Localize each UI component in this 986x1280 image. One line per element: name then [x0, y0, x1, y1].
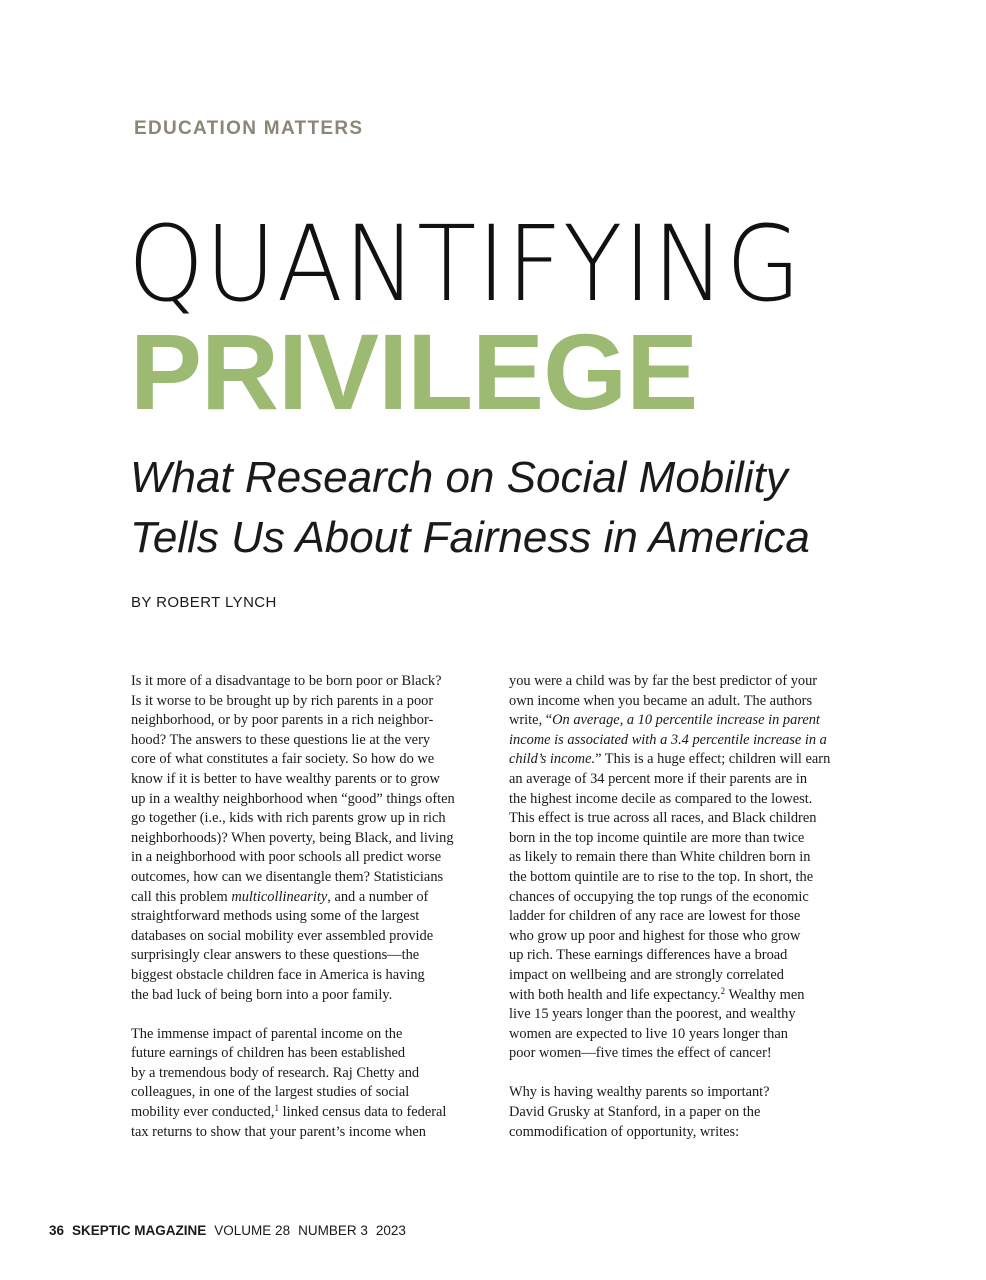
text-line: Is it more of a disadvantage to be born poor or Black? — [131, 673, 442, 689]
text-line: poor women—five times the effect of cancer! — [509, 1045, 772, 1062]
text-line: know if it is better to have wealthy parents or to grow — [131, 770, 440, 787]
text-line: core of what constitutes a fair society. So how do we — [131, 751, 435, 768]
text-line: women are expected to live 10 years longer than — [509, 1025, 788, 1042]
text-line: born in the top income quintile are more than twice — [509, 829, 805, 846]
text-line: who grow up poor and highest for those who grow — [509, 927, 801, 944]
issue-number: NUMBER 3 — [298, 1223, 368, 1238]
text-line: tax returns to show that your parent’s income when — [131, 1123, 426, 1140]
text-line: neighborhoods)? When poverty, being Black, and living — [131, 829, 454, 846]
text-line: Why is having wealthy parents so important? — [509, 1084, 770, 1101]
page-footer — [49, 1223, 406, 1238]
text-line: commodification of opportunity, writes: — [509, 1123, 740, 1140]
text-line — [131, 1103, 491, 1123]
text-line — [509, 711, 869, 731]
text-line: outcomes, how can we disentangle them? Statisticians — [131, 868, 444, 885]
text-line — [131, 888, 491, 908]
text-line: in a neighborhood with poor schools all predict worse — [131, 849, 442, 866]
byline: BY ROBERT LYNCH — [131, 594, 277, 611]
subtitle — [130, 448, 890, 568]
text-line: The immense impact of parental income on the — [131, 1025, 403, 1042]
text-run: Wealthy men — [725, 986, 805, 1003]
text-line: impact on wellbeing and are strongly correlated — [509, 966, 784, 983]
text-run: , and a number of — [327, 888, 429, 905]
text-line: straightforward methods using some of the largest — [131, 908, 420, 925]
text-line: up in a wealthy neighborhood when “good” things often — [131, 790, 455, 807]
text-line: own income when you became an adult. The authors — [509, 692, 813, 709]
text-line: neighborhood, or by poor parents in a rich neighbor- — [131, 712, 434, 729]
text-run: ” This is a huge effect; children will earn — [595, 751, 831, 768]
text-line: the highest income decile as compared to the lowest. — [509, 790, 813, 807]
quote-text: On average, a 10 percentile increase in parent — [552, 712, 820, 729]
text-run: write, “ — [509, 712, 553, 729]
right-column — [509, 672, 869, 1162]
left-paragraph-1 — [131, 672, 491, 1005]
text-run: linked census data to federal — [278, 1104, 447, 1121]
right-paragraph-1 — [509, 672, 869, 1064]
text-line: up rich. These earnings differences have a broad — [509, 947, 788, 964]
text-line: the bad luck of being born into a poor family. — [131, 986, 393, 1003]
text-line: go together (i.e., kids with rich parents grow up in rich — [131, 810, 446, 827]
text-line: ladder for children of any race are lowest for those — [509, 908, 801, 925]
year: 2023 — [375, 1223, 406, 1238]
subtitle-line-1: What Research on Social Mobility — [130, 453, 788, 502]
text-run: call this problem — [131, 888, 232, 905]
left-paragraph-2 — [131, 1025, 491, 1143]
text-line: live 15 years longer than the poorest, and wealthy — [509, 1006, 796, 1023]
quote-text: income is associated with a 3.4 percentile increase in a — [509, 731, 827, 748]
text-run: mobility ever conducted, — [131, 1104, 275, 1121]
text-line: databases on social mobility ever assembled provide — [131, 927, 434, 944]
text-line: hood? The answers to these questions lie at the very — [131, 731, 431, 748]
text-line: an average of 34 percent more if their parents are in — [509, 770, 808, 787]
right-paragraph-2 — [509, 1083, 869, 1142]
left-column — [131, 672, 491, 1162]
subtitle-line-2: Tells Us About Fairness in America — [130, 513, 810, 562]
text-line — [509, 750, 869, 770]
title-line-2: PRIVILEGE — [130, 311, 698, 432]
footnote-ref-2[interactable]: 2 — [720, 985, 726, 996]
text-line — [509, 986, 869, 1006]
text-line: This effect is true across all races, and Black children — [509, 810, 817, 827]
text-line: the bottom quintile are to rise to the top. In short, the — [509, 868, 814, 885]
page-number: 36 — [49, 1223, 65, 1238]
text-line: chances of occupying the top rungs of the economic — [509, 888, 809, 905]
text-line: surprisingly clear answers to these questions—the — [131, 947, 420, 964]
text-line — [509, 731, 869, 751]
text-line: Is it worse to be brought up by rich parents in a poor — [131, 692, 434, 709]
text-line: David Grusky at Stanford, in a paper on the — [509, 1104, 761, 1121]
quote-text: child’s income. — [509, 751, 596, 768]
text-line: future earnings of children has been established — [131, 1045, 406, 1062]
text-line: by a tremendous body of research. Raj Chetty and — [131, 1064, 420, 1081]
magazine-name: SKEPTIC MAGAZINE — [72, 1223, 207, 1238]
text-run: with both health and life expectancy. — [509, 986, 721, 1003]
footnote-ref-1[interactable]: 1 — [274, 1103, 279, 1114]
emphasis-term: multicollinearity — [231, 888, 328, 905]
text-line: colleagues, in one of the largest studies of social — [131, 1084, 410, 1101]
text-line: as likely to remain there than White children born in — [509, 849, 811, 866]
text-line: biggest obstacle children face in America is having — [131, 966, 425, 983]
title-line-1: QUANTIFYING — [128, 203, 802, 325]
section-tag: EDUCATION MATTERS — [134, 118, 364, 139]
volume: VOLUME 28 — [214, 1223, 291, 1238]
text-line: you were a child was by far the best predictor of your — [509, 673, 818, 689]
